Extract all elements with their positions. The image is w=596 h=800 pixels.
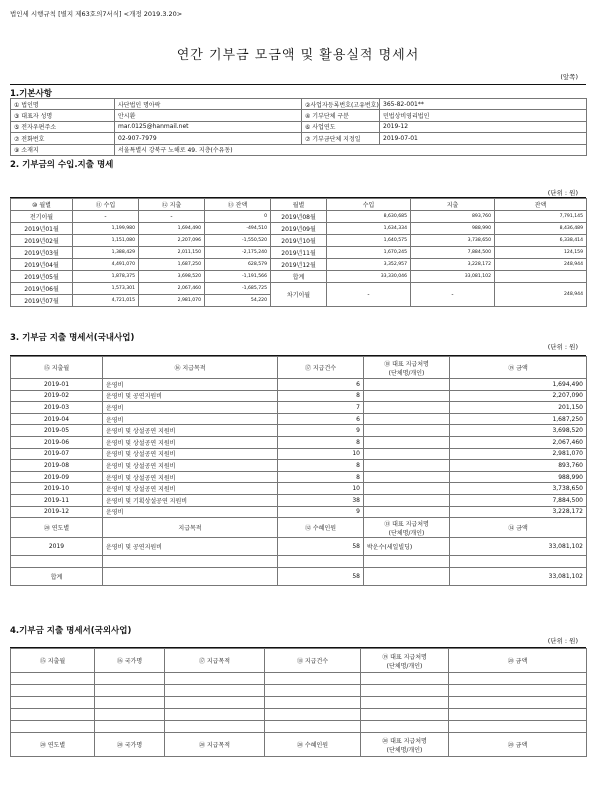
- payee-cell: [364, 483, 450, 495]
- column-header: 지급목적: [103, 518, 278, 538]
- header-line: (단체명/개인): [386, 662, 423, 670]
- month-cell: 2019년08월: [271, 211, 327, 223]
- field-value: 02-907-7979: [115, 133, 302, 144]
- header-line: (단체명/개인): [388, 369, 425, 377]
- purpose-cell: 운영비 및 상설공연 지원비: [103, 460, 278, 472]
- income-cell: 1,634,334: [327, 223, 411, 235]
- payee-cell: [364, 402, 450, 414]
- payee-cell: [364, 390, 450, 402]
- header-line: (단체명/개인): [386, 746, 423, 754]
- income-cell: 1,573,301: [73, 283, 139, 295]
- month-cell: 2019년07월: [11, 295, 73, 307]
- income-cell: 1,199,980: [73, 223, 139, 235]
- empty-row: [11, 709, 587, 721]
- empty-cell: [364, 567, 450, 585]
- amount-cell: 2,067,460: [450, 436, 587, 448]
- table-row: [11, 413, 587, 425]
- table-row: [11, 283, 587, 295]
- column-header: [361, 649, 449, 673]
- overseas-expense-table: [10, 648, 587, 757]
- count-cell: 8: [278, 460, 364, 472]
- amount-cell: 1,687,250: [450, 413, 587, 425]
- purpose-cell: 운영비: [103, 379, 278, 391]
- month-cell: 2019-08: [11, 460, 103, 472]
- amount-cell: 893,760: [450, 460, 587, 472]
- column-header: 지출: [411, 199, 495, 211]
- basic-info-row: [11, 133, 587, 144]
- balance-cell: 54,220: [205, 295, 271, 307]
- count-cell: 38: [278, 494, 364, 506]
- field-label: ① 법인명: [11, 99, 115, 110]
- section4-heading: 4.기부금 지출 명세서(국외사업): [10, 626, 132, 636]
- column-header: ⑭ 금액: [450, 518, 587, 538]
- year-header-row: [11, 733, 587, 757]
- purpose-cell: 운영비 및 상설공연 지원비: [103, 436, 278, 448]
- domestic-expense-table: [10, 356, 587, 586]
- expense-cell: 3,228,172: [411, 259, 495, 271]
- month-cell: 2019년02월: [11, 235, 73, 247]
- field-label: ⑦ 전화번호: [11, 133, 115, 144]
- income-cell: 1,640,575: [327, 235, 411, 247]
- balance-cell: [495, 271, 587, 283]
- balance-cell: 6,338,414: [495, 235, 587, 247]
- column-header: ⑮ 지출월: [11, 357, 103, 379]
- column-header: ⑳ 국가명: [95, 733, 165, 757]
- column-header: ⑮ 지출월: [11, 649, 95, 673]
- column-header: 수입: [327, 199, 411, 211]
- field-value: 민법상비영리법인: [380, 110, 587, 121]
- purpose-cell: 운영비 및 공연지원비: [103, 390, 278, 402]
- expense-cell: -: [139, 211, 205, 223]
- balance-cell: 7,791,145: [495, 211, 587, 223]
- column-header: ⑳ 지급목적: [165, 733, 265, 757]
- balance-cell: -494,510: [205, 223, 271, 235]
- income-expense-table: [10, 198, 587, 307]
- month-cell: 2019년04월: [11, 259, 73, 271]
- purpose-cell: 운영비 및 상설공연 지원비: [103, 483, 278, 495]
- field-value: 안시환: [115, 110, 302, 121]
- column-header: ⑫ 지출: [139, 199, 205, 211]
- month-cell: 2019-11: [11, 494, 103, 506]
- carryover-balance-cell: 248,944: [495, 283, 587, 307]
- income-cell: 4,721,015: [73, 295, 139, 307]
- purpose-cell: 운영비: [103, 413, 278, 425]
- balance-cell: -1,550,520: [205, 235, 271, 247]
- table-row: [11, 390, 587, 402]
- blank-row: [11, 556, 587, 568]
- column-header: ⑯ 지급목적: [103, 357, 278, 379]
- empty-row: [11, 673, 587, 685]
- balance-cell: 8,436,489: [495, 223, 587, 235]
- column-header: ⑳ 금액: [449, 733, 587, 757]
- balance-cell: 124,159: [495, 247, 587, 259]
- column-header: ⑩ 월별: [11, 199, 73, 211]
- field-label: ⑥ 사업연도: [302, 121, 380, 132]
- expense-cell: 3,738,650: [411, 235, 495, 247]
- field-value: 2019-12: [380, 121, 587, 132]
- table-row: [11, 259, 587, 271]
- empty-row: [11, 685, 587, 697]
- month-cell: 2019년03월: [11, 247, 73, 259]
- purpose-cell: 운영비: [103, 402, 278, 414]
- total-count: 58: [278, 567, 364, 585]
- month-cell: 2019-05: [11, 425, 103, 437]
- basic-info-row: [11, 99, 587, 110]
- field-value: mar.0125@hanmail.net: [115, 121, 302, 132]
- column-header: ⑳ 수혜인원: [265, 733, 361, 757]
- income-cell: 4,491,070: [73, 259, 139, 271]
- table-header-row: [11, 199, 587, 211]
- amount-cell: 1,694,490: [450, 379, 587, 391]
- purpose-cell: 운영비: [103, 506, 278, 518]
- amount-cell: 2,207,090: [450, 390, 587, 402]
- expense-cell: 893,760: [411, 211, 495, 223]
- count-cell: 58: [278, 538, 364, 556]
- table-row: [11, 379, 587, 391]
- table-row: [11, 425, 587, 437]
- month-cell: 2019-07: [11, 448, 103, 460]
- month-cell: 2019년05월: [11, 271, 73, 283]
- carryover-label-cell: 차기이월: [271, 283, 327, 307]
- month-cell: 2019년10월: [271, 235, 327, 247]
- count-cell: 7: [278, 402, 364, 414]
- payee-cell: [364, 494, 450, 506]
- section3-unit: (단위 : 원): [547, 343, 578, 351]
- income-cell: 1,670,245: [327, 247, 411, 259]
- month-cell: 2019년11월: [271, 247, 327, 259]
- month-cell: 2019-03: [11, 402, 103, 414]
- month-cell: 2019년06월: [11, 283, 73, 295]
- amount-cell: 33,081,102: [450, 538, 587, 556]
- income-cell: 1,151,080: [73, 235, 139, 247]
- basic-info-row: [11, 144, 587, 155]
- income-cell: 1,388,429: [73, 247, 139, 259]
- field-label: ⑤ 전자우편주소: [11, 121, 115, 132]
- table-row: [11, 211, 587, 223]
- table-row: [11, 448, 587, 460]
- month-cell: 전기이월: [11, 211, 73, 223]
- expense-cell: 2,067,460: [139, 283, 205, 295]
- purpose-cell: 운영비 및 기획상설공연 지원비: [103, 494, 278, 506]
- year-header-row: [11, 518, 587, 538]
- column-header: [364, 518, 450, 538]
- basic-info-row: [11, 110, 587, 121]
- empty-cell: [103, 567, 278, 585]
- amount-cell: 3,698,520: [450, 425, 587, 437]
- income-cell: 1,878,375: [73, 271, 139, 283]
- column-header: ⑬ 잔액: [205, 199, 271, 211]
- page-side-note: (앞쪽): [560, 73, 578, 81]
- empty-row: [11, 721, 587, 733]
- amount-cell: 3,738,650: [450, 483, 587, 495]
- purpose-cell: 운영비 및 상설공연 지원비: [103, 425, 278, 437]
- month-cell: 2019-09: [11, 471, 103, 483]
- regulation-note: 법인세 시행규칙 [별지 제63호의7서식] <개정 2019.3.20>: [10, 10, 183, 18]
- expense-cell: 3,698,520: [139, 271, 205, 283]
- table-row: [11, 247, 587, 259]
- balance-cell: -1,685,725: [205, 283, 271, 295]
- header-line: ⑳ 대표 지급처명: [382, 737, 427, 745]
- column-header: ⑱ 지급건수: [265, 649, 361, 673]
- header-line: ⑱ 대표 지급처명: [384, 360, 429, 368]
- column-header: ⑫ 수혜인원: [278, 518, 364, 538]
- count-cell: 8: [278, 471, 364, 483]
- income-cell: 8,630,685: [327, 211, 411, 223]
- top-rule: [10, 84, 586, 85]
- table-row: [11, 471, 587, 483]
- section2-heading: 2. 기부금의 수입.지출 명세: [10, 160, 114, 170]
- purpose-cell: 운영비 및 상설공연 지원비: [103, 448, 278, 460]
- payee-cell: [364, 436, 450, 448]
- expense-cell: 2,011,150: [139, 247, 205, 259]
- table-row: [11, 494, 587, 506]
- total-label-cell: 합계: [271, 271, 327, 283]
- table-header-row: [11, 649, 587, 673]
- header-line: (단체명/개인): [388, 529, 425, 537]
- count-cell: 9: [278, 425, 364, 437]
- column-header: [364, 357, 450, 379]
- column-header: ⑯ 국가명: [95, 649, 165, 673]
- total-amount: 33,081,102: [450, 567, 587, 585]
- balance-cell: 248,944: [495, 259, 587, 271]
- field-label: ⑦ 기부금단체 지정일: [302, 133, 380, 144]
- field-value: 사단법인 명아락: [115, 99, 302, 110]
- table-row: [11, 402, 587, 414]
- amount-cell: 988,990: [450, 471, 587, 483]
- document-title: 연간 기부금 모금액 및 활용실적 명세서: [176, 48, 420, 63]
- section2-unit: (단위 : 원): [547, 189, 578, 197]
- column-header: ⑰ 지급목적: [165, 649, 265, 673]
- column-header: ⑳ 연도별: [11, 733, 95, 757]
- payee-cell: [364, 448, 450, 460]
- balance-cell: -1,191,566: [205, 271, 271, 283]
- year-cell: 2019: [11, 538, 103, 556]
- header-line: ⑬ 대표 지급처명: [384, 520, 429, 528]
- year-row: [11, 538, 587, 556]
- amount-cell: 2,981,070: [450, 448, 587, 460]
- table-row: [11, 460, 587, 472]
- field-label: ⑨ 소재지: [11, 144, 115, 155]
- basic-info-table: [10, 98, 587, 156]
- expense-cell: 2,981,070: [139, 295, 205, 307]
- column-header: ⑳ 연도별: [11, 518, 103, 538]
- month-cell: 2019년01월: [11, 223, 73, 235]
- field-label: ③ 대표자 성명: [11, 110, 115, 121]
- table-header-row: [11, 357, 587, 379]
- count-cell: 10: [278, 448, 364, 460]
- section1-heading: 1.기본사항: [10, 89, 52, 99]
- table-row: [11, 506, 587, 518]
- total-row: [11, 567, 587, 585]
- column-header: [361, 733, 449, 757]
- total-income-cell: 33,330,046: [327, 271, 411, 283]
- column-header: 잔액: [495, 199, 587, 211]
- payee-cell: 박운수(세일빌딩): [364, 538, 450, 556]
- column-header: ⑰ 지급건수: [278, 357, 364, 379]
- field-value: 365-82-001**: [380, 99, 587, 110]
- payee-cell: [364, 379, 450, 391]
- table-row: [11, 271, 587, 283]
- month-cell: 2019년09월: [271, 223, 327, 235]
- column-header: ⑪ 수입: [73, 199, 139, 211]
- header-line: ⑲ 대표 지급처명: [382, 653, 427, 661]
- carryover-income-cell: -: [327, 283, 411, 307]
- balance-cell: 0: [205, 211, 271, 223]
- payee-cell: [364, 460, 450, 472]
- month-cell: 2019-04: [11, 413, 103, 425]
- count-cell: 8: [278, 390, 364, 402]
- balance-cell: 628,579: [205, 259, 271, 271]
- section4-unit: (단위 : 원): [547, 637, 578, 645]
- month-cell: 2019-10: [11, 483, 103, 495]
- carryover-expense-cell: -: [411, 283, 495, 307]
- amount-cell: 7,884,500: [450, 494, 587, 506]
- basic-info-row: [11, 121, 587, 132]
- count-cell: 8: [278, 436, 364, 448]
- amount-cell: 3,228,172: [450, 506, 587, 518]
- payee-cell: [364, 506, 450, 518]
- total-expense-cell: 33,081,102: [411, 271, 495, 283]
- column-header: ⑳ 금액: [449, 649, 587, 673]
- column-header: ⑲ 금액: [450, 357, 587, 379]
- month-cell: 2019-02: [11, 390, 103, 402]
- amount-cell: 201,150: [450, 402, 587, 414]
- expense-cell: 988,990: [411, 223, 495, 235]
- count-cell: 6: [278, 413, 364, 425]
- expense-cell: 2,207,096: [139, 235, 205, 247]
- month-cell: 2019-06: [11, 436, 103, 448]
- expense-cell: 1,694,490: [139, 223, 205, 235]
- table-row: [11, 223, 587, 235]
- table-row: [11, 235, 587, 247]
- purpose-cell: 운영비 및 상설공연 지원비: [103, 471, 278, 483]
- payee-cell: [364, 413, 450, 425]
- field-value: 2019-07-01: [380, 133, 587, 144]
- month-cell: 2019-12: [11, 506, 103, 518]
- payee-cell: [364, 471, 450, 483]
- count-cell: 10: [278, 483, 364, 495]
- income-cell: -: [73, 211, 139, 223]
- month-cell: 2019-01: [11, 379, 103, 391]
- table-row: [11, 436, 587, 448]
- table-row: [11, 483, 587, 495]
- empty-row: [11, 697, 587, 709]
- section3-heading: 3. 기부금 지출 명세서(국내사업): [10, 333, 135, 343]
- column-header: 월별: [271, 199, 327, 211]
- count-cell: 6: [278, 379, 364, 391]
- field-label: ④ 기부단체 구분: [302, 110, 380, 121]
- income-cell: 3,352,957: [327, 259, 411, 271]
- month-cell: 2019년12월: [271, 259, 327, 271]
- expense-cell: 1,687,250: [139, 259, 205, 271]
- total-label: 합계: [11, 567, 103, 585]
- purpose-cell: 운영비 및 공연지원비: [103, 538, 278, 556]
- balance-cell: -2,175,240: [205, 247, 271, 259]
- field-label: ②사업자등록번호(고유번호): [302, 99, 380, 110]
- count-cell: 9: [278, 506, 364, 518]
- payee-cell: [364, 425, 450, 437]
- expense-cell: 7,884,500: [411, 247, 495, 259]
- field-value: 서울특별시 강북구 노해로 49. 지층(수유동): [115, 144, 587, 155]
